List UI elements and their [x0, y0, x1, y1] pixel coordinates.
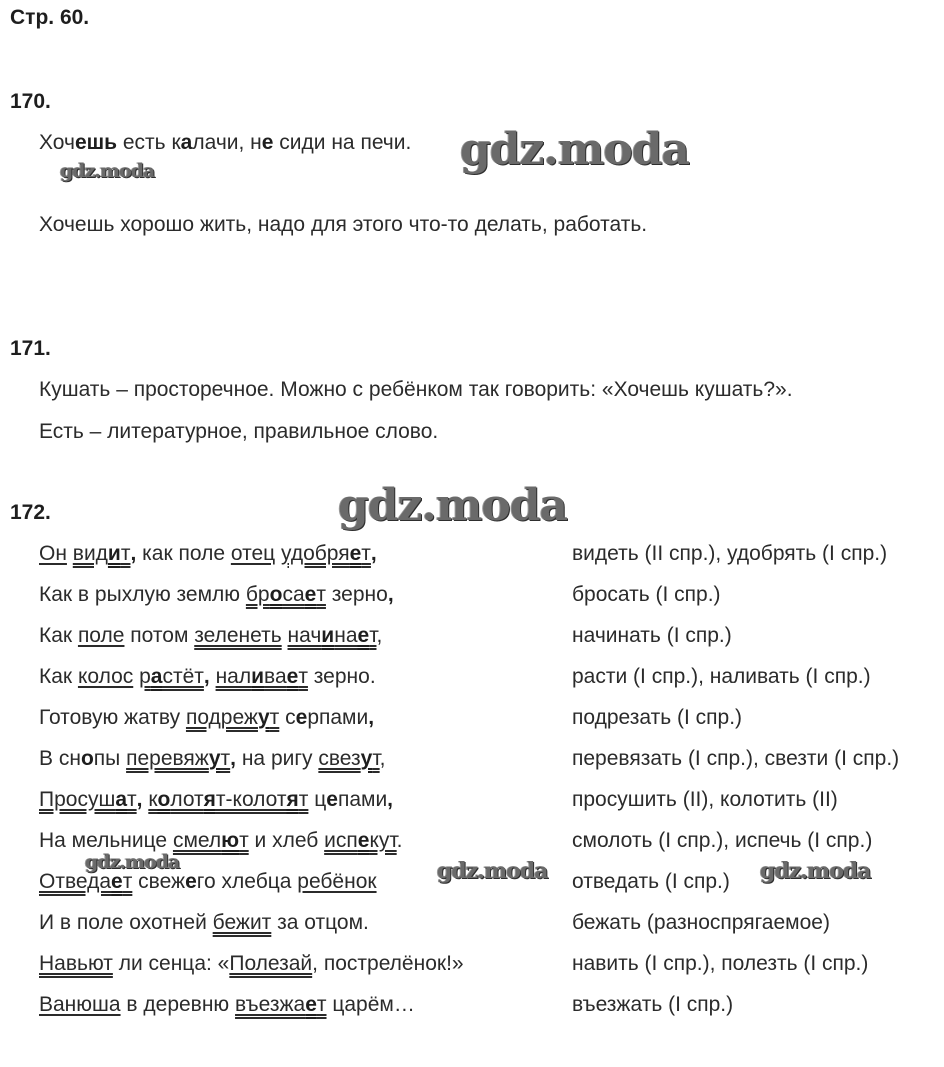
verb-analysis: бросать (I спр.)	[572, 583, 721, 606]
poem-line: Готовую жатву подрежут серпами,	[39, 706, 375, 729]
verb-analysis: перевязать (I спр.), свезти (I спр.)	[572, 747, 900, 770]
poem-line: И в поле охотней бежит за отцом.	[39, 911, 369, 934]
verb-analysis: расти (I спр.), наливать (I спр.)	[572, 665, 871, 688]
poem-line: Как поле потом зеленеть начинает,	[39, 624, 383, 647]
verb-analysis: подрезать (I спр.)	[572, 706, 743, 729]
exercise-171-line-1: Кушать – просторечное. Можно с ребёнком так говорить: «Хочешь кушать?».	[39, 378, 793, 401]
poem-line: Просушат, колотят-колотят цепами,	[39, 788, 394, 811]
watermark: gdz.moda	[437, 858, 548, 884]
verb-analysis: отведать (I спр.)	[572, 870, 730, 893]
verb-analysis: начинать (I спр.)	[572, 624, 732, 647]
poem-line: Навьют ли сенца: «Полезай, пострелёнок!»	[39, 952, 464, 975]
poem-line: На мельнице смелют и хлеб испекут.	[39, 829, 403, 852]
watermark: gdz.moda	[760, 858, 871, 884]
poem-line: Как в рыхлую землю бросает зерно,	[39, 583, 394, 606]
exercise-171-line-2: Есть – литературное, правильное слово.	[39, 420, 439, 443]
watermark: gdz.moda	[60, 160, 155, 182]
verb-analysis: видеть (II спр.), удобрять (I спр.)	[572, 542, 888, 565]
exercise-170-number: 170.	[10, 90, 51, 113]
poem-line: В снопы перевяжут, на ригу свезут,	[39, 747, 386, 770]
verb-analysis: бежать (разноспрягаемое)	[572, 911, 830, 934]
poem-line: Отведает свежего хлебца ребёнок	[39, 870, 377, 893]
verb-analysis: въезжать (I спр.)	[572, 993, 734, 1016]
poem-line: Ванюша в деревню въезжает царём…	[39, 993, 415, 1016]
verb-analysis: просушить (II), колотить (II)	[572, 788, 838, 811]
watermark: gdz.moda	[85, 851, 180, 873]
exercise-170-line-1: Хочешь есть калачи, не сиди на печи.	[39, 131, 412, 154]
verb-analysis: навить (I спр.), полезть (I спр.)	[572, 952, 869, 975]
page-title: Стр. 60.	[10, 6, 90, 29]
watermark: gdz.moda	[338, 480, 568, 531]
exercise-170-line-2: Хочешь хорошо жить, надо для этого что-то делать, работать.	[39, 213, 648, 236]
watermark: gdz.moda	[460, 124, 690, 175]
poem-line: Он видит, как поле отец удобряет,	[39, 542, 377, 565]
poem-line: Как колос растёт, наливает зерно.	[39, 665, 376, 688]
exercise-171-number: 171.	[10, 337, 51, 360]
exercise-172-number: 172.	[10, 501, 51, 524]
verb-analysis: смолоть (I спр.), испечь (I спр.)	[572, 829, 873, 852]
